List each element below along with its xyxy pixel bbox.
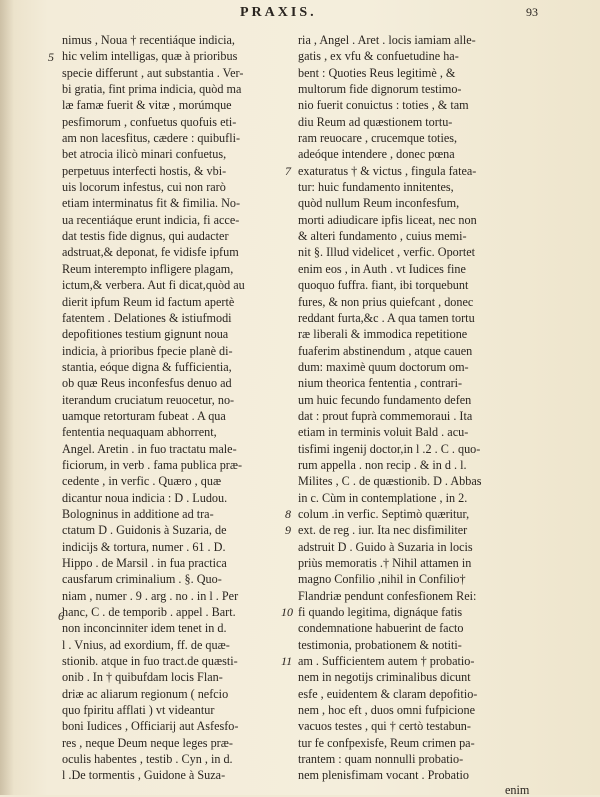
text-line: dierit ipfum Reum id factum apertè: [62, 294, 235, 309]
text-line: etiam interminatus fit & fimilia. No-: [62, 196, 241, 211]
text-line: & alteri fundamento , cuius memi-: [298, 229, 467, 244]
text-line: onib . In † quibufdam locis Flan-: [62, 670, 223, 685]
text-line: adstruat,& deponat, fe vidisfe ipfum: [62, 245, 239, 260]
right-column: [298, 32, 524, 784]
text-line: fententia nequaquam abhorrent,: [62, 425, 217, 440]
text-line: non inconcinniter idem tenet in d.: [62, 621, 227, 636]
text-line: l . Vnius, ad exordium, ff. de quæ-: [62, 637, 230, 652]
left-column: [62, 32, 288, 784]
text-line: tur: huic fundamento innitentes,: [298, 180, 454, 195]
margin-number-8: 8: [285, 507, 291, 521]
text-line: stionib. atque in fuo tract.de quæsti-: [62, 654, 238, 669]
text-line: ctatum D . Guidonis à Suzaria, de: [62, 523, 227, 538]
text-line: enim eos , in Auth . vt Iudices fine: [298, 261, 466, 276]
text-line: gatis , ex vfu & confuetudine ha-: [298, 49, 459, 64]
text-line: iterandum cruciatum reuocetur, no-: [62, 392, 235, 407]
margin-number-7: 7: [285, 164, 291, 178]
text-line: uamque retorturam fubeat . A qua: [62, 408, 226, 423]
text-line: nio fuerit conuictus : toties , & tam: [298, 98, 469, 113]
text-line: tisfimi ingenij doctor,in l .2 . C . quo-: [298, 441, 481, 456]
text-line: exaturatus † & victus , fingula fatea-: [298, 163, 477, 178]
text-line: magno Confilio ,nihil in Confilio†: [298, 572, 466, 587]
text-line: nem plenisfimam vocant . Probatio: [298, 768, 469, 783]
text-line: morti adiudicare ipfis liceat, nec non: [298, 212, 477, 227]
text-line: dum: maximè quum doctorum om-: [298, 359, 469, 374]
text-line: tur fe confpexisfe, Reum crimen pa-: [298, 735, 475, 750]
text-line: dicantur noua indicia : D . Ludou.: [62, 490, 228, 505]
text-line: nimus , Noua † recentiáque indicia,: [62, 33, 235, 47]
text-line: res , neque Deum neque leges præ-: [62, 735, 233, 750]
text-line: nem , hoc eft , duos omni fufpicione: [298, 703, 476, 718]
margin-number-6: 6: [58, 609, 64, 623]
text-line: ria , Angel . Aret . locis iamiam alle-: [298, 33, 476, 47]
text-line: testimonia, probationem & notiti-: [298, 637, 462, 652]
text-line: stantia, eóque digna & fufficientia,: [62, 359, 232, 374]
text-line: Flandriæ pendunt confesfionem Rei:: [298, 588, 477, 603]
text-line: bi gratia, fint prima indicia, quòd ma: [62, 82, 242, 97]
text-line: dat : prout fuprà commemoraui . Ita: [298, 408, 473, 423]
gutter-shadow: [0, 0, 14, 795]
text-line: ram reuocare , crucemque toties,: [298, 131, 458, 146]
margin-number-5: 5: [48, 50, 54, 64]
text-line: um huic fecundo fundamento defen: [298, 392, 472, 407]
catchword: enim: [505, 783, 530, 797]
margin-number-9: 9: [285, 523, 291, 537]
text-line: condemnatione habuerint de facto: [298, 621, 464, 636]
running-head: [0, 5, 600, 25]
text-line: Bologninus in additione ad tra-: [62, 506, 214, 521]
text-line: Angel. Aretin . in fuo tractatu male-: [62, 441, 237, 456]
text-line: fures, & non prius quiefcant , donec: [298, 294, 474, 309]
text-line: nem in negotijs criminalibus dicunt: [298, 670, 471, 685]
text-line: diu Reum ad quæstionem tortu-: [298, 114, 453, 129]
text-line: am non lacesfitus, cædere : quibufli-: [62, 131, 241, 146]
text-line: dat testis fide dignus, qui audacter: [62, 229, 229, 244]
text-line: indicia, à prioribus fpecie planè di-: [62, 343, 233, 358]
text-line: driæ ac aliarum regionum ( nefcio: [62, 686, 229, 701]
text-line: ua recentiáque erunt indicia, fi acce-: [62, 212, 240, 227]
text-line: Hippo . de Marsil . in fua practica: [62, 556, 227, 570]
text-line: perpetuus interfecti hostis, & vbi-: [62, 163, 227, 178]
text-line: multorum fide dignorum testimo-: [298, 82, 462, 97]
margin-number-10: 10: [281, 605, 293, 619]
text-line: niam , numer . 9 . arg . no . in l . Per: [62, 588, 239, 603]
text-line: l .De tormentis , Guidone à Suza-: [62, 768, 226, 783]
text-line: nit §. Illud videlicet , verfic. Oportet: [298, 245, 476, 260]
text-line: quo fpiritu afflati ) vt videantur: [62, 703, 215, 718]
text-line: etiam in terminis voluit Bald . acu-: [298, 425, 469, 440]
text-line: fuaferim abstinendum , atque cauen: [298, 343, 473, 358]
text-line: vacuos testes , qui † certò testabun-: [298, 719, 471, 734]
text-line: ræ liberali & immodica repetitione: [298, 327, 468, 342]
text-line: ext. de reg . iur. Ita nec disfimiliter: [298, 523, 468, 538]
text-line: pesfimorum , confuetus quofuis eti-: [62, 114, 237, 129]
text-line: bent : Quoties Reus legitimè , &: [298, 65, 456, 80]
text-line: adstruit D . Guido à Suzaria in locis: [298, 539, 473, 554]
text-line: am . Sufficientem autem † probatio-: [298, 654, 475, 669]
text-line: colum .in verfic. Septimò quæritur,: [298, 506, 470, 521]
text-line: rum appella . non recip . & in d . l.: [298, 457, 467, 472]
text-line: uis locorum infestus, cui non rarò: [62, 180, 226, 195]
text-line: priùs memoratis .† Nihil attamen in: [298, 556, 472, 570]
running-title: PRAXIS.: [240, 5, 317, 20]
text-line: depofitiones testium gignunt noua: [62, 327, 229, 342]
text-line: causfarum criminalium . §. Quo-: [62, 572, 222, 587]
text-line: hanc, C . de temporib . appel . Bart.: [62, 605, 236, 620]
text-line: læ famæ fuerit & vitæ , morúmque: [62, 98, 232, 113]
text-line: adeóque intendere , donec pœna: [298, 147, 455, 162]
margin-number-11: 11: [281, 654, 293, 668]
text-line: esfe , euidentem & claram depofitio-: [298, 686, 478, 701]
text-line: reddant furta,&c . A qua tamen tortu: [298, 310, 475, 325]
text-line: specie differunt , aut substantia . Ver-: [62, 65, 244, 80]
text-line: ictum,& verbera. Aut fi dicat,quòd au: [62, 278, 245, 293]
text-line: Reum interempto infligere plagam,: [62, 261, 234, 276]
text-line: quoquo fuffra. fiant, ibi torquebunt: [298, 278, 469, 293]
text-line: oculis habentes , testib . Cyn , in d.: [62, 752, 233, 767]
text-line: nium theorica fententia , contrari-: [298, 376, 463, 391]
text-line: ob quæ Reus inconfesfus denuo ad: [62, 376, 232, 391]
text-line: bet atrocia ilicò minari confuetus,: [62, 147, 227, 162]
text-line: in c. Cùm in contemplatione , in 2.: [298, 490, 468, 505]
text-line: hic velim intelligas, quæ à prioribus: [62, 49, 238, 64]
text-line: ficiorum, in verb . fama publica præ-: [62, 457, 243, 472]
page-number: 93: [526, 5, 538, 19]
text-line: fatentem . Delationes & istiufmodi: [62, 310, 232, 325]
text-line: trantem : quam nonnulli probatio-: [298, 752, 464, 767]
text-line: cedente , in verfic . Quæro , quæ: [62, 474, 222, 489]
text-line: indicijs & tortura, numer . 61 . D.: [62, 539, 226, 554]
text-line: fi quando legitima, dignáque fatis: [298, 605, 463, 620]
text-line: quòd nullum Reum inconfesfum,: [298, 196, 460, 211]
text-line: boni Iudices , Officiarij aut Asfesfo-: [62, 719, 239, 734]
text-line: Milites , C . de quæstionib. D . Abbas: [298, 474, 482, 489]
